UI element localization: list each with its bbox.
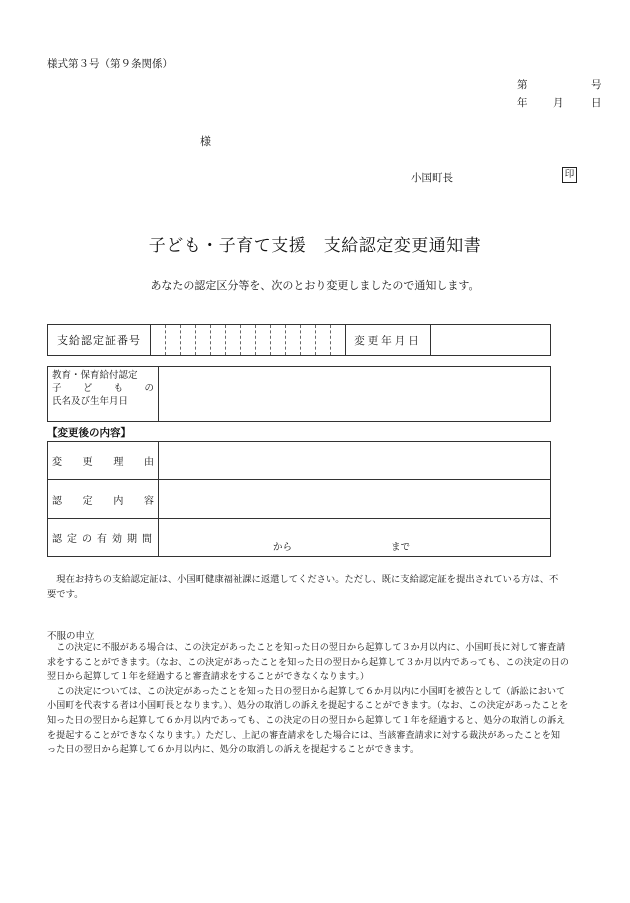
cert-digit-cell[interactable] bbox=[271, 325, 286, 356]
child-info-field[interactable] bbox=[159, 367, 551, 422]
certification-content-label bbox=[48, 480, 159, 519]
label-char: 容 bbox=[143, 495, 154, 507]
document-title: 子ども・子育て支援 支給認定変更通知書 bbox=[148, 236, 482, 256]
label-char: 定 bbox=[82, 495, 93, 507]
label-char: 定 bbox=[67, 534, 77, 545]
changed-content-table bbox=[47, 441, 551, 557]
appeal-body bbox=[47, 641, 569, 758]
cert-digit-cell[interactable] bbox=[181, 325, 196, 356]
label-char: 理 bbox=[113, 457, 124, 468]
change-reason-label bbox=[48, 442, 159, 480]
appeal-paragraph-1: この決定に不服がある場合は、この決定があったことを知った日の翌日から起算して３か月以内に、小国町長に対して審査請求をすることができます。（なお、この決定があったことを知った日の翌日から起算して３か月以内であっても、この決定の日の翌日から起算して１年を経過すると審査請求をすることができなくなります。） bbox=[47, 643, 569, 683]
form-number: 様式第３号（第９条関係） bbox=[47, 58, 173, 70]
period-from-label: から bbox=[273, 542, 293, 553]
label-char: 認 bbox=[52, 495, 62, 507]
change-date-field[interactable] bbox=[431, 325, 551, 356]
issuer-name: 小国町長 bbox=[411, 172, 453, 184]
label-char: 変 bbox=[52, 457, 62, 468]
cert-digit-cell[interactable] bbox=[256, 325, 271, 356]
label-char: も bbox=[113, 383, 124, 394]
certificate-number-table bbox=[47, 324, 551, 356]
label-char: の bbox=[144, 383, 154, 394]
cert-digit-cell[interactable] bbox=[286, 325, 301, 356]
date-year-label: 年 bbox=[517, 97, 528, 109]
return-notice: 現在お持ちの支給認定証は、小国町健康福祉課に返還してください。ただし、既に支給認定証を提出されている方は、不要です。 bbox=[47, 574, 559, 600]
validity-period-field[interactable] bbox=[159, 519, 551, 557]
label-char: 有 bbox=[97, 534, 107, 545]
seal-mark: 印 bbox=[562, 167, 577, 183]
period-until-label: まで bbox=[391, 542, 411, 553]
label-char: 期 bbox=[127, 534, 137, 545]
child-info-label bbox=[48, 367, 159, 422]
addressee-suffix: 様 bbox=[200, 135, 211, 148]
label-char: ど bbox=[82, 383, 93, 394]
label-char: 内 bbox=[113, 495, 124, 507]
label-char: 由 bbox=[143, 457, 154, 468]
change-date-label: 変更年月日 bbox=[346, 325, 431, 356]
cert-digit-cell[interactable] bbox=[196, 325, 211, 356]
label-char: の bbox=[82, 534, 92, 545]
child-label-line2 bbox=[52, 382, 154, 395]
label-char: 効 bbox=[112, 534, 122, 545]
cert-digit-cell[interactable] bbox=[151, 325, 166, 356]
cert-digit-cell[interactable] bbox=[301, 325, 316, 356]
child-label-line3: 氏名及び生年月日 bbox=[52, 396, 129, 407]
label-char: 子 bbox=[52, 383, 62, 394]
cert-digit-cell[interactable] bbox=[331, 325, 346, 356]
cert-digit-cell[interactable] bbox=[241, 325, 256, 356]
number-unit: 号 bbox=[591, 79, 602, 91]
date-day-label: 日 bbox=[591, 97, 602, 109]
certification-content-field[interactable] bbox=[159, 480, 551, 519]
section-title: 【変更後の内容】 bbox=[47, 427, 131, 439]
appeal-paragraph-2: この決定については、この決定があったことを知った日の翌日から起算して６か月以内に小国町を被告として（訴訟において小国町を代表する者は小国町長となります。）、処分の取消しの訴えを提起することができます。（なお、この決定があったことを知った日の翌日から起算して６か月以内であっても、この決定の日の翌日から起算して１年を経過すると、処分の取消しの訴えを提起することができなくなります。）ただし、上記の審査請求をした場合には、当該審査請求に対する裁決があったことを知った日の翌日から起算して６か月以内に、処分の取消しの訴えを提起することができます。 bbox=[47, 686, 569, 756]
validity-period-label bbox=[48, 519, 159, 557]
date-month-label: 月 bbox=[553, 97, 564, 109]
cert-digit-cell[interactable] bbox=[226, 325, 241, 356]
number-label: 第 bbox=[517, 79, 528, 91]
lead-sentence: あなたの認定区分等を、次のとおり変更しましたので通知します。 bbox=[150, 279, 480, 292]
child-label-line1: 教育・保育給付認定 bbox=[52, 370, 138, 381]
cert-digit-cell[interactable] bbox=[166, 325, 181, 356]
change-reason-field[interactable] bbox=[159, 442, 551, 480]
cert-digit-cell[interactable] bbox=[211, 325, 226, 356]
cert-number-label: 支給認定証番号 bbox=[48, 325, 151, 356]
label-char: 更 bbox=[82, 457, 93, 468]
label-char: 認 bbox=[52, 534, 62, 545]
label-char: 間 bbox=[142, 534, 152, 545]
appeal-heading: 不服の申立 bbox=[47, 631, 95, 642]
cert-digit-cell[interactable] bbox=[316, 325, 331, 356]
child-info-table bbox=[47, 366, 551, 422]
